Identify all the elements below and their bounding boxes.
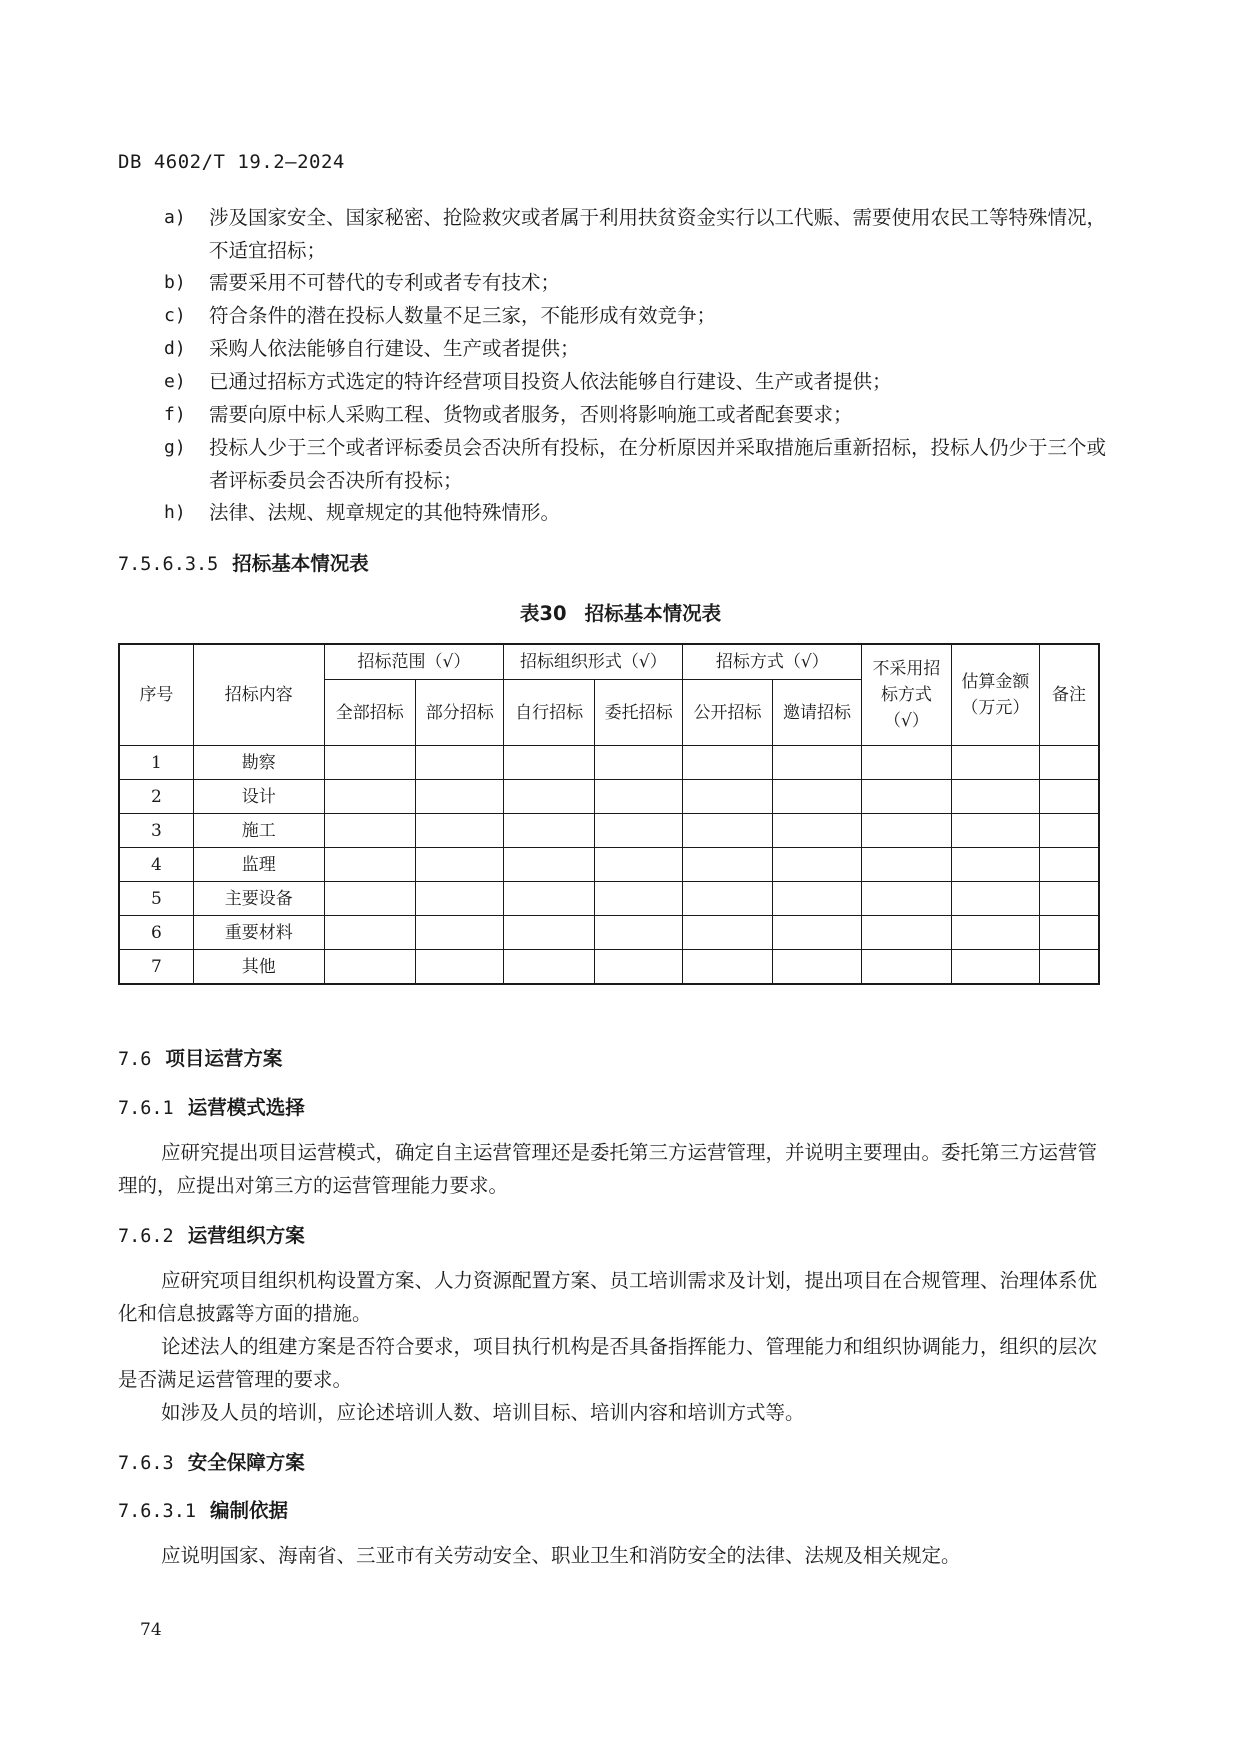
cell-empty — [862, 916, 951, 950]
section-heading-7-5-6-3-5 — [118, 548, 369, 576]
header-invite-bid: 邀请招标 — [772, 680, 861, 746]
section-number: 7.5.6.3.5 — [118, 554, 219, 575]
header-remark: 备注 — [1040, 644, 1099, 746]
list-text: 涉及国家安全、国家秘密、抢险救灾或者属于利用扶贫资金实行以工代赈、需要使用农民工等特殊情况，不适宜招标； — [209, 206, 1107, 262]
paragraph-training: 如涉及人员的培训，应论述培训人数、培训目标、培训内容和培训方式等。 — [161, 1401, 805, 1424]
cell-empty — [324, 848, 415, 882]
list-text: 已通过招标方式选定的特许经营项目投资人依法能够自行建设、生产或者提供； — [209, 370, 892, 393]
section-title: 运营模式选择 — [187, 1096, 305, 1119]
cell-empty — [324, 882, 415, 916]
cell-empty — [772, 814, 861, 848]
cell-seq: 2 — [119, 780, 193, 814]
cell-empty — [951, 780, 1039, 814]
header-part-bid: 部分招标 — [415, 680, 503, 746]
list-text: 投标人少于三个或者评标委员会否决所有投标，在分析原因并采取措施后重新招标，投标人仍少于三个或者评标委员会否决所有投标； — [209, 436, 1107, 492]
list-item-b — [164, 266, 1106, 299]
section-heading-7-6-3-1 — [118, 1495, 288, 1523]
cell-seq: 1 — [119, 746, 193, 780]
header-group-method: 招标方式（√） — [683, 644, 862, 680]
cell-seq: 3 — [119, 814, 193, 848]
cell-empty — [772, 848, 861, 882]
header-estimate: 估算金额（万元） — [951, 644, 1039, 746]
section-heading-7-6 — [118, 1043, 282, 1071]
header-content: 招标内容 — [193, 644, 324, 746]
cell-empty — [683, 916, 772, 950]
list-text: 需要向原中标人采购工程、货物或者服务，否则将影响施工或者配套要求； — [209, 403, 853, 426]
section-title: 安全保障方案 — [187, 1451, 305, 1474]
cell-empty — [862, 780, 951, 814]
cell-empty — [504, 916, 594, 950]
cell-empty — [1040, 848, 1099, 882]
cell-empty — [772, 882, 861, 916]
section-number: 7.6.1 — [118, 1098, 174, 1119]
table-row — [119, 746, 1099, 780]
header-group-org: 招标组织形式（√） — [504, 644, 683, 680]
cell-empty — [1040, 814, 1099, 848]
list-item-a — [164, 201, 1106, 267]
cell-empty — [951, 950, 1039, 985]
cell-empty — [951, 746, 1039, 780]
cell-empty — [1040, 950, 1099, 985]
header-seq: 序号 — [119, 644, 193, 746]
cell-empty — [772, 780, 861, 814]
table-caption-title: 招标基本情况表 — [584, 602, 722, 625]
cell-empty — [415, 916, 503, 950]
cell-empty — [951, 814, 1039, 848]
list-label: h) — [164, 502, 186, 523]
cell-empty — [594, 814, 682, 848]
paragraph-operation-mode: 应研究提出项目运营模式，确定自主运营管理还是委托第三方运营管理，并说明主要理由。委托第三方运营管理的，应提出对第三方的运营管理能力要求。 — [118, 1141, 1098, 1197]
cell-empty — [862, 882, 951, 916]
cell-empty — [415, 882, 503, 916]
header-open-bid: 公开招标 — [683, 680, 772, 746]
table-row — [119, 848, 1099, 882]
cell-empty — [324, 950, 415, 985]
cell-empty — [1040, 746, 1099, 780]
section-title: 运营组织方案 — [187, 1224, 305, 1247]
cell-empty — [862, 746, 951, 780]
cell-empty — [594, 746, 682, 780]
table-caption — [0, 598, 1241, 626]
cell-content: 设计 — [193, 780, 324, 814]
section-number: 7.6.2 — [118, 1226, 174, 1247]
cell-empty — [951, 882, 1039, 916]
section-title: 编制依据 — [209, 1499, 288, 1522]
cell-empty — [415, 746, 503, 780]
page-number: 74 — [140, 1620, 162, 1640]
table-row — [119, 882, 1099, 916]
paragraph-legal-entity: 论述法人的组建方案是否符合要求，项目执行机构是否具备指挥能力、管理能力和组织协调能力，组织的层次是否满足运营管理的要求。 — [118, 1335, 1098, 1391]
paragraph-legal-basis: 应说明国家、海南省、三亚市有关劳动安全、职业卫生和消防安全的法律、法规及相关规定。 — [161, 1544, 961, 1567]
header-group-scope: 招标范围（√） — [324, 644, 504, 680]
cell-empty — [504, 848, 594, 882]
cell-empty — [594, 916, 682, 950]
cell-content: 重要材料 — [193, 916, 324, 950]
cell-empty — [415, 814, 503, 848]
header-self-bid: 自行招标 — [504, 680, 594, 746]
cell-empty — [594, 848, 682, 882]
cell-empty — [683, 746, 772, 780]
section-heading-7-6-3 — [118, 1447, 305, 1475]
cell-empty — [324, 814, 415, 848]
paragraph-org-structure: 应研究项目组织机构设置方案、人力资源配置方案、员工培训需求及计划，提出项目在合规管理、治理体系优化和信息披露等方面的措施。 — [118, 1269, 1098, 1325]
document-code-header: DB 4602/T 19.2—2024 — [118, 151, 345, 173]
cell-empty — [504, 950, 594, 985]
cell-empty — [504, 882, 594, 916]
table-header-row-1 — [119, 644, 1099, 680]
cell-empty — [1040, 780, 1099, 814]
cell-empty — [683, 780, 772, 814]
section-number: 7.6.3 — [118, 1453, 174, 1474]
table-row — [119, 950, 1099, 985]
table-caption-number: 表30 — [519, 602, 567, 625]
cell-seq: 6 — [119, 916, 193, 950]
cell-empty — [951, 916, 1039, 950]
list-text: 法律、法规、规章规定的其他特殊情形。 — [209, 501, 561, 524]
list-label: a) — [164, 207, 186, 228]
list-label: c) — [164, 305, 186, 326]
cell-empty — [683, 882, 772, 916]
header-entrust-bid: 委托招标 — [594, 680, 682, 746]
cell-empty — [594, 950, 682, 985]
cell-empty — [415, 848, 503, 882]
list-text: 采购人依法能够自行建设、生产或者提供； — [209, 337, 580, 360]
cell-seq: 4 — [119, 848, 193, 882]
cell-content: 监理 — [193, 848, 324, 882]
bidding-info-table — [118, 643, 1100, 985]
cell-empty — [1040, 916, 1099, 950]
cell-empty — [504, 746, 594, 780]
section-heading-7-6-1 — [118, 1092, 305, 1120]
list-label: d) — [164, 338, 186, 359]
section-title: 招标基本情况表 — [232, 552, 369, 575]
list-label: f) — [164, 404, 186, 425]
cell-empty — [594, 882, 682, 916]
table-row — [119, 916, 1099, 950]
cell-empty — [594, 780, 682, 814]
cell-empty — [683, 814, 772, 848]
section-number: 7.6.3.1 — [118, 1501, 196, 1522]
list-item-h — [164, 496, 1106, 529]
cell-empty — [1040, 882, 1099, 916]
cell-empty — [862, 848, 951, 882]
header-all-bid: 全部招标 — [324, 680, 415, 746]
cell-content: 其他 — [193, 950, 324, 985]
cell-empty — [504, 814, 594, 848]
list-item-f — [164, 398, 1106, 431]
list-item-c — [164, 299, 1106, 332]
cell-empty — [862, 950, 951, 985]
cell-empty — [324, 746, 415, 780]
list-item-g — [164, 431, 1106, 497]
cell-seq: 5 — [119, 882, 193, 916]
cell-content: 主要设备 — [193, 882, 324, 916]
table-row — [119, 780, 1099, 814]
cell-content: 施工 — [193, 814, 324, 848]
cell-empty — [324, 780, 415, 814]
cell-empty — [504, 780, 594, 814]
cell-empty — [951, 848, 1039, 882]
cell-empty — [324, 916, 415, 950]
table-row — [119, 814, 1099, 848]
cell-empty — [772, 746, 861, 780]
list-label: e) — [164, 371, 186, 392]
cell-content: 勘察 — [193, 746, 324, 780]
cell-seq: 7 — [119, 950, 193, 985]
header-no-bid: 不采用招标方式（√） — [862, 644, 951, 746]
cell-empty — [862, 814, 951, 848]
list-label: b) — [164, 272, 186, 293]
cell-empty — [772, 950, 861, 985]
section-title: 项目运营方案 — [165, 1047, 283, 1070]
cell-empty — [772, 916, 861, 950]
cell-empty — [415, 950, 503, 985]
list-item-d — [164, 332, 1106, 365]
section-number: 7.6 — [118, 1049, 152, 1070]
list-item-e — [164, 365, 1106, 398]
list-label: g) — [164, 437, 186, 458]
cell-empty — [683, 848, 772, 882]
cell-empty — [415, 780, 503, 814]
cell-empty — [683, 950, 772, 985]
section-heading-7-6-2 — [118, 1220, 305, 1248]
list-text: 需要采用不可替代的专利或者专有技术； — [209, 271, 561, 294]
list-text: 符合条件的潜在投标人数量不足三家，不能形成有效竞争； — [209, 304, 717, 327]
